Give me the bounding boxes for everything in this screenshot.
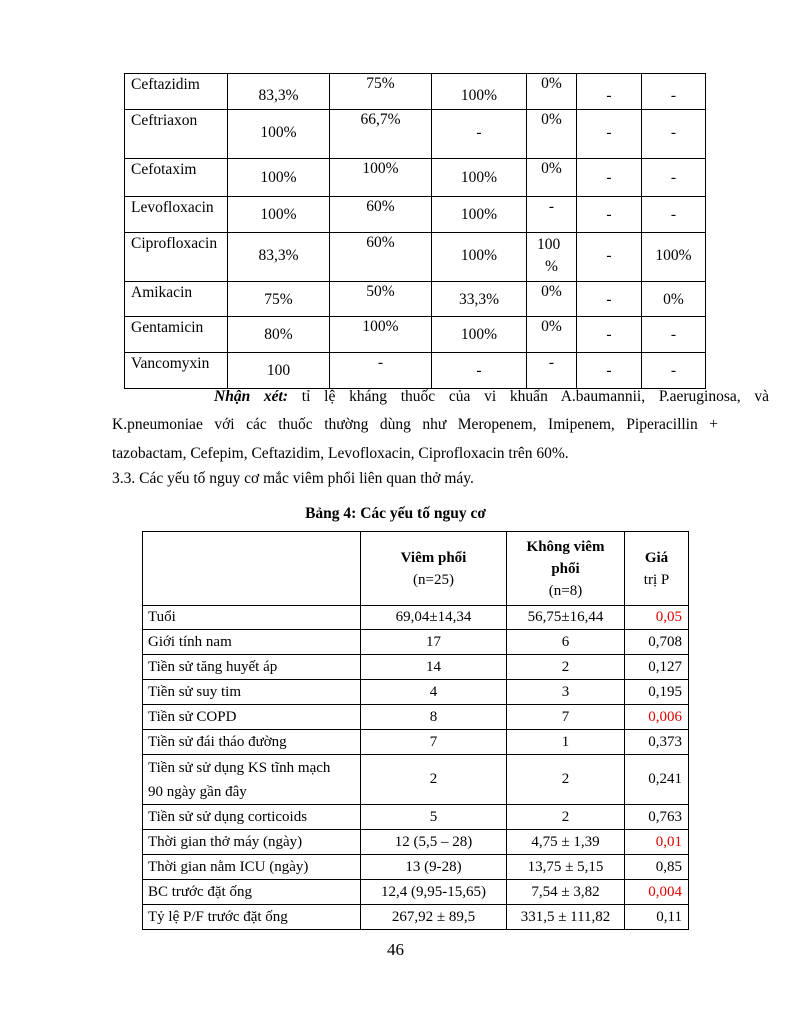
table-row xyxy=(143,680,689,705)
cell-value: - xyxy=(670,206,677,223)
cell-value: 83,3% xyxy=(258,247,299,264)
antibiotic-name: Amikacin xyxy=(131,284,193,301)
table-row xyxy=(143,630,689,655)
table-title: Bảng 4: Các yếu tố nguy cơ xyxy=(305,505,486,522)
cell-value: 4,75 ± 1,39 xyxy=(507,830,625,855)
antibiotic-name: Ceftriaxon xyxy=(131,112,198,129)
cell-value: 100 xyxy=(266,362,291,379)
antibiotic-name: Ceftazidim xyxy=(131,76,200,93)
cell-value: - xyxy=(606,206,612,223)
row-label: Thời gian thở máy (ngày) xyxy=(143,830,361,855)
cell-value: - xyxy=(670,362,677,379)
comment-line-2: K.pneumoniae với các thuốc thường dùng như Meropenem, Imipenem, Piperacillin + xyxy=(112,416,718,433)
cell-value: - xyxy=(606,326,612,343)
cell-value: - xyxy=(670,87,677,104)
table-row xyxy=(125,74,706,110)
cell-value: 13,75 ± 5,15 xyxy=(507,855,625,880)
table-row xyxy=(125,317,706,353)
risk-factor-table xyxy=(142,531,689,930)
p-value: 0,241 xyxy=(625,755,689,805)
cell-value: 7 xyxy=(361,730,507,755)
cell-value: - xyxy=(606,124,612,141)
cell-value: 1 xyxy=(507,730,625,755)
row-label xyxy=(143,755,361,805)
table-row xyxy=(125,233,706,282)
table-row xyxy=(125,282,706,317)
comment-line-1 xyxy=(163,383,769,411)
header-text: Viêm phổi xyxy=(400,549,467,566)
header-text: Không viêm xyxy=(526,538,605,555)
antibiotic-name: Levofloxacin xyxy=(131,199,214,216)
antibiotic-name: Cefotaxim xyxy=(131,161,197,178)
cell-value: 50% xyxy=(366,283,395,300)
row-label: Tiền sử suy tim xyxy=(143,680,361,705)
cell-value: - xyxy=(670,326,677,343)
p-value: 0,373 xyxy=(625,730,689,755)
cell-value: 4 xyxy=(361,680,507,705)
table-header-row xyxy=(143,532,689,606)
cell-value: 100% xyxy=(655,247,692,264)
cell-value: 100% xyxy=(362,160,399,177)
cell-value: 6 xyxy=(507,630,625,655)
antibiotic-name: Vancomyxin xyxy=(131,355,210,372)
header-text: trị P xyxy=(643,571,670,588)
cell-value: - xyxy=(476,362,482,379)
cell-value: 100% xyxy=(362,318,399,335)
cell-value: - xyxy=(670,124,677,141)
table-row xyxy=(143,830,689,855)
cell-value: 8 xyxy=(361,705,507,730)
cell-value: 100% xyxy=(460,247,498,264)
row-label: Tiền sử đái tháo đường xyxy=(143,730,361,755)
cell-value: 33,3% xyxy=(458,291,500,308)
table-row xyxy=(143,655,689,680)
table-row xyxy=(143,705,689,730)
header-blank xyxy=(143,532,361,606)
cell-value: 17 xyxy=(361,630,507,655)
cell-value: 12 (5,5 – 28) xyxy=(361,830,507,855)
header-text: Giá xyxy=(644,549,669,566)
cell-value: 66,7% xyxy=(360,111,401,128)
row-label: Giới tính nam xyxy=(143,630,361,655)
cell-value: - xyxy=(606,291,612,308)
table-row xyxy=(143,855,689,880)
cell-value: 60% xyxy=(366,198,395,215)
p-value: 0,763 xyxy=(625,805,689,830)
cell-value: 5 xyxy=(361,805,507,830)
cell-value: - xyxy=(548,198,555,215)
header-text: phổi xyxy=(551,560,580,577)
cell-value: 100 xyxy=(537,236,561,253)
row-label: Tiền sử COPD xyxy=(143,705,361,730)
cell-value: 100% xyxy=(460,87,498,104)
header-text: (n=25) xyxy=(413,571,454,588)
row-label: Thời gian nằm ICU (ngày) xyxy=(143,855,361,880)
cell-value: 0% xyxy=(541,75,562,92)
antibiotic-resistance-table xyxy=(124,73,706,389)
cell-value: - xyxy=(606,247,612,264)
table-row xyxy=(143,606,689,630)
cell-value: 75% xyxy=(264,291,293,308)
cell-value: 0% xyxy=(541,160,562,177)
cell-value: - xyxy=(377,354,384,371)
cell-value: - xyxy=(606,87,612,104)
cell-value: 12,4 (9,95-15,65) xyxy=(361,880,507,905)
table-row xyxy=(125,159,706,197)
cell-value: 100% xyxy=(260,206,297,223)
p-value: 0,05 xyxy=(625,606,689,630)
cell-value: 0% xyxy=(541,283,562,300)
row-label: Tỷ lệ P/F trước đặt ống xyxy=(143,905,361,930)
cell-value: 60% xyxy=(366,234,395,251)
table-row xyxy=(143,755,689,805)
p-value: 0,127 xyxy=(625,655,689,680)
p-value: 0,85 xyxy=(625,855,689,880)
cell-value: 7,54 ± 3,82 xyxy=(507,880,625,905)
header-no-pneumonia xyxy=(507,532,625,606)
p-value: 0,708 xyxy=(625,630,689,655)
cell-value: - xyxy=(670,169,677,186)
table-row xyxy=(143,880,689,905)
cell-value: 100% xyxy=(260,124,297,141)
cell-value: 56,75±16,44 xyxy=(507,606,625,630)
cell-value: 331,5 ± 111,82 xyxy=(507,905,625,930)
cell-value: - xyxy=(548,354,555,371)
row-label-line: Tiền sử sử dụng KS tĩnh mạch xyxy=(148,759,331,776)
p-value: 0,006 xyxy=(625,705,689,730)
cell-value: 69,04±14,34 xyxy=(361,606,507,630)
row-label: Tiền sử tăng huyết áp xyxy=(143,655,361,680)
cell-value: 0% xyxy=(541,318,562,335)
page-number: 46 xyxy=(387,940,404,959)
cell-value: - xyxy=(606,362,612,379)
cell-value: 2 xyxy=(507,655,625,680)
p-value: 0,11 xyxy=(625,905,689,930)
table-row xyxy=(125,197,706,233)
header-pneumonia xyxy=(361,532,507,606)
cell-value: 14 xyxy=(361,655,507,680)
cell-value: 100% xyxy=(260,169,297,186)
cell-value: 13 (9-28) xyxy=(361,855,507,880)
comment-line-3: tazobactam, Cefepim, Ceftazidim, Levofloxacin, Ciprofloxacin trên 60%. xyxy=(112,445,569,462)
cell-value: % xyxy=(545,258,558,275)
cell-value: 3 xyxy=(507,680,625,705)
cell-value: - xyxy=(476,124,482,141)
cell-value: - xyxy=(606,169,612,186)
cell-value: 0% xyxy=(663,291,684,308)
cell-value: 100% xyxy=(460,326,498,343)
row-label: Tuổi xyxy=(143,606,361,630)
header-text: (n=8) xyxy=(548,582,583,599)
header-p-value xyxy=(625,532,689,606)
cell-value: 75% xyxy=(366,75,395,92)
cell-value: 80% xyxy=(264,326,293,343)
p-value: 0,01 xyxy=(625,830,689,855)
p-value: 0,195 xyxy=(625,680,689,705)
antibiotic-name: Gentamicin xyxy=(131,319,204,336)
row-label: BC trước đặt ống xyxy=(143,880,361,905)
cell-value: 267,92 ± 89,5 xyxy=(361,905,507,930)
row-label: Tiền sử sử dụng corticoids xyxy=(143,805,361,830)
cell-value: 100% xyxy=(460,206,498,223)
comment-text: tỉ lệ kháng thuốc của vi khuẩn A.baumannii, P.aeruginosa, và xyxy=(301,388,769,405)
cell-value: 2 xyxy=(507,755,625,805)
table-row xyxy=(125,110,706,159)
table-row xyxy=(143,905,689,930)
cell-value: 100% xyxy=(460,169,498,186)
cell-value: 2 xyxy=(507,805,625,830)
antibiotic-name: Ciprofloxacin xyxy=(131,235,218,252)
table-row xyxy=(143,730,689,755)
cell-value: 0% xyxy=(541,111,562,128)
p-value: 0,004 xyxy=(625,880,689,905)
cell-value: 7 xyxy=(507,705,625,730)
comment-label: Nhận xét: xyxy=(214,388,289,405)
cell-value: 2 xyxy=(361,755,507,805)
section-heading: 3.3. Các yếu tố nguy cơ mắc viêm phổi liên quan thở máy. xyxy=(112,470,474,487)
cell-value: 83,3% xyxy=(258,87,299,104)
table-row xyxy=(143,805,689,830)
row-label-line: 90 ngày gần đây xyxy=(148,783,247,800)
